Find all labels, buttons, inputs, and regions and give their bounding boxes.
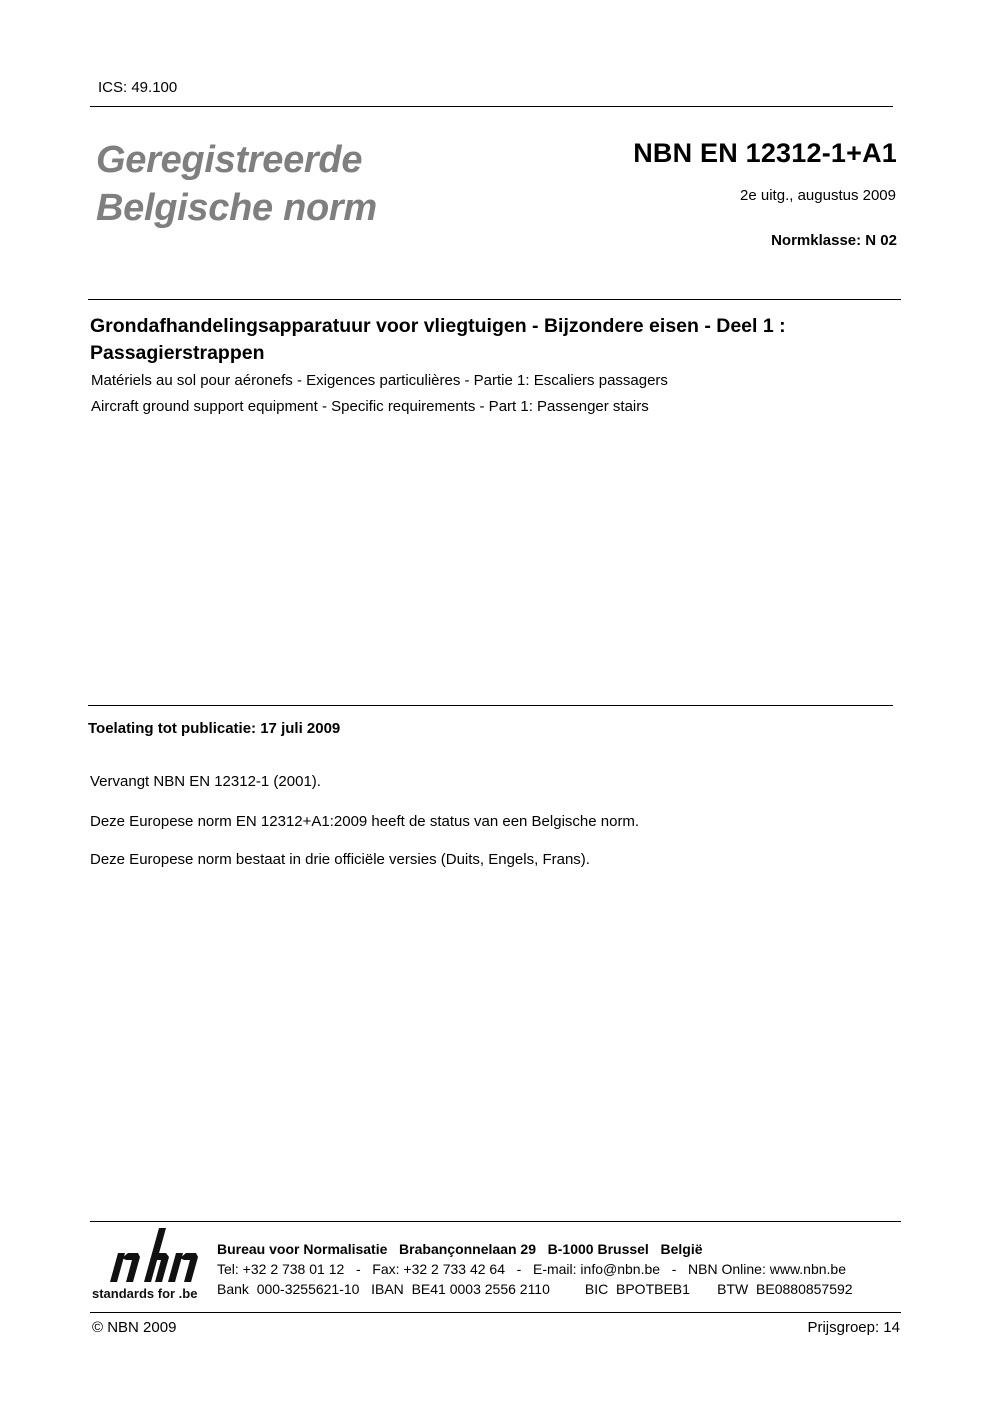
footer-rule [90, 1221, 901, 1222]
ics-code: ICS: 49.100 [98, 79, 178, 96]
nbn-logo [92, 1222, 202, 1304]
norm-number: NBN EN 12312-1+A1 [633, 138, 897, 168]
footer-contact: Tel: +32 2 738 01 12 - Fax: +32 2 733 42 64 - E-mail: info@nbn.be - NBN Online: www.nbn.be [217, 1261, 847, 1277]
registered-line-1: Geregistreerde [96, 139, 363, 181]
copyright: © NBN 2009 [92, 1319, 177, 1336]
title-english: Aircraft ground support equipment - Specific requirements - Part 1: Passenger stairs [91, 398, 649, 415]
footer-bank: Bank 000-3255621-10 IBAN BE41 0003 2556 2110 BIC BPOTBEB1 BTW BE0880857592 [217, 1281, 853, 1297]
nbn-logo-mark [92, 1222, 202, 1284]
bottom-rule [90, 1312, 901, 1313]
price-group: Prijsgroep: 14 [807, 1319, 900, 1336]
note-status: Deze Europese norm EN 12312+A1:2009 heeft de status van een Belgische norm. [90, 813, 640, 830]
registered-standard-heading [96, 136, 377, 232]
footer-address: Bureau voor Normalisatie Brabançonnelaan 29 B-1000 Brussel België [217, 1241, 703, 1257]
edition-date: 2e uitg., augustus 2009 [740, 187, 896, 204]
title-french: Matériels au sol pour aéronefs - Exigences particulières - Partie 1: Escaliers passagers [91, 372, 668, 389]
title-dutch: Grondafhandelingsapparatuur voor vliegtuigen - Bijzondere eisen - Deel 1 : Passagierstrappen [90, 315, 786, 364]
note-replaces: Vervangt NBN EN 12312-1 (2001). [90, 773, 321, 790]
title-rule [88, 299, 901, 300]
registered-line-2: Belgische norm [96, 187, 377, 229]
note-versions: Deze Europese norm bestaat in drie officiële versies (Duits, Engels, Frans). [90, 851, 590, 868]
logo-tagline: standards for .be [92, 1286, 198, 1301]
approval-rule [88, 705, 893, 706]
top-rule [90, 106, 893, 107]
approval-date: Toelating tot publicatie: 17 juli 2009 [88, 720, 341, 737]
norm-class: Normklasse: N 02 [771, 232, 897, 249]
